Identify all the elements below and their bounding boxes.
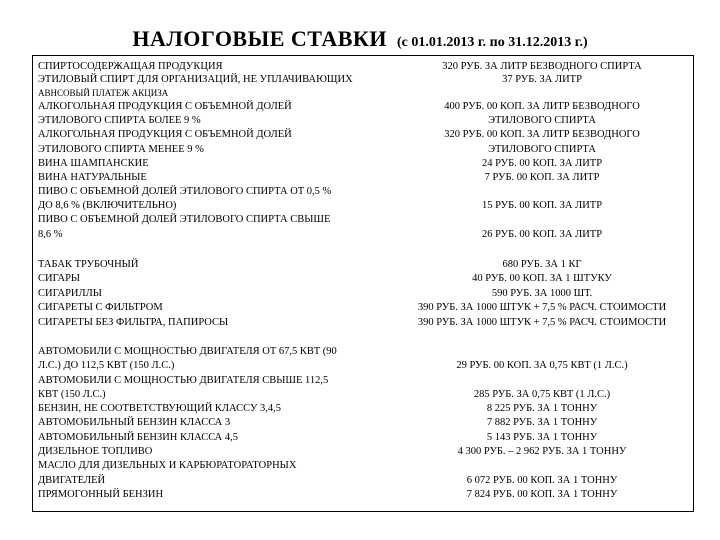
left-line: ПРЯМОГОННЫЙ БЕНЗИН [38,489,164,500]
rate-line: 7 882 РУБ. ЗА 1 ТОННУ [486,417,598,428]
left-line: АЛКОГОЛЬНАЯ ПРОДУКЦИЯ С ОБЪЕМНОЙ ДОЛЕЙ [38,101,292,112]
left-line: БЕНЗИН, НЕ СООТВЕТСТВУЮЩИЙ КЛАССУ 3,4,5 [38,403,282,414]
rate-line: 4 300 РУБ. – 2 962 РУБ. ЗА 1 ТОННУ [457,446,627,457]
title-main: НАЛОГОВЫЕ СТАВКИ [132,26,387,51]
left-line: АЛКОГОЛЬНАЯ ПРОДУКЦИЯ С ОБЪЕМНОЙ ДОЛЕЙ [38,129,292,140]
left-line: ПИВО С ОБЪЕМНОЙ ДОЛЕЙ ЭТИЛОВОГО СПИРТА ОТ 0,5 % [38,186,332,197]
rate-line: ЭТИЛОВОГО СПИРТА [488,144,596,155]
left-line: АВТОМОБИЛИ С МОЩНОСТЬЮ ДВИГАТЕЛЯ СВЫШЕ 112,5 [38,375,329,386]
rate-line: 390 РУБ. ЗА 1000 ШТУК + 7,5 % РАСЧ. СТОИМОСТИ [417,302,667,313]
left-line: ДВИГАТЕЛЕЙ [38,475,106,486]
rate-line: 5 143 РУБ. ЗА 1 ТОННУ [486,432,598,443]
left-line: ПИВО С ОБЪЕМНОЙ ДОЛЕЙ ЭТИЛОВОГО СПИРТА СВЫШЕ [38,214,331,225]
left-line: ТАБАК ТРУБОЧНЫЙ [38,259,139,270]
rate-line: 7 РУБ. 00 КОП. ЗА ЛИТР [484,172,600,183]
left-line: СИГАРЫ [38,273,81,284]
rate-line: 26 РУБ. 00 КОП. ЗА ЛИТР [481,229,603,240]
left-line: ЭТИЛОВОГО СПИРТА МЕНЕЕ 9 % [38,144,204,155]
rate-line: 7 824 РУБ. 00 КОП. ЗА 1 ТОННУ [466,489,618,500]
left-line: 8,6 % [38,229,63,240]
rate-line: 24 РУБ. 00 КОП. ЗА ЛИТР [481,158,603,169]
rate-line: 390 РУБ. ЗА 1000 ШТУК + 7,5 % РАСЧ. СТОИМОСТИ [417,317,667,328]
title-period: (с 01.01.2013 г. по 31.12.2013 г.) [396,35,588,50]
rate-line: 40 РУБ. 00 КОП. ЗА 1 ШТУКУ [472,273,612,284]
left-line: ЭТИЛОВЫЙ СПИРТ ДЛЯ ОРГАНИЗАЦИЙ, НЕ УПЛАЧИВАЮЩИХ [38,74,353,85]
rate-line: 6 072 РУБ. 00 КОП. ЗА 1 ТОННУ [466,475,618,486]
rate-line: 320 РУБ. ЗА ЛИТР БЕЗВОДНОГО СПИРТА [442,61,642,72]
rate-line: 320 РУБ. 00 КОП. ЗА ЛИТР БЕЗВОДНОГО [444,129,640,140]
rate-line: 37 РУБ. ЗА ЛИТР [502,74,582,85]
left-line: АВТОМОБИЛИ С МОЩНОСТЬЮ ДВИГАТЕЛЯ ОТ 67,5 КВТ (90 [38,346,337,357]
left-line: СИГАРЕТЫ БЕЗ ФИЛЬТРА, ПАПИРОСЫ [38,317,229,328]
left-line: СИГАРЕТЫ С ФИЛЬТРОМ [38,302,163,313]
left-line: ДИЗЕЛЬНОЕ ТОПЛИВО [38,446,153,457]
left-line: ВИНА НАТУРАЛЬНЫЕ [38,172,147,183]
left-line: ЭТИЛОВОГО СПИРТА БОЛЕЕ 9 % [38,115,201,126]
left-line: КВТ (150 Л.С.) [38,389,106,400]
rate-line: 400 РУБ. 00 КОП. ЗА ЛИТР БЕЗВОДНОГО [444,101,640,112]
rate-line: 8 225 РУБ. ЗА 1 ТОННУ [486,403,598,414]
rate-line: ЭТИЛОВОГО СПИРТА [488,115,596,126]
rate-line: 680 РУБ. ЗА 1 КГ [502,259,582,270]
left-line: СПИРТОСОДЕРЖАЩАЯ ПРОДУКЦИЯ [38,61,223,72]
left-line: АВТОМОБИЛЬНЫЙ БЕНЗИН КЛАССА 3 [38,417,231,428]
left-line: ДО 8,6 % (ВКЛЮЧИТЕЛЬНО) [38,200,177,211]
page-title [0,26,720,52]
rate-line: 285 РУБ. ЗА 0,75 КВТ (1 Л.С.) [473,389,611,400]
left-line: АВНСОВЫЙ ПЛАТЕЖ АКЦИЗА [38,88,169,98]
left-line: ВИНА ШАМПАНСКИЕ [38,158,149,169]
left-line: АВТОМОБИЛЬНЫЙ БЕНЗИН КЛАССА 4,5 [38,432,239,443]
left-line: МАСЛО ДЛЯ ДИЗЕЛЬНЫХ И КАРБЮРАТОРАТОРНЫХ [38,460,297,471]
left-line: СИГАРИЛЛЫ [38,288,102,299]
rate-line: 29 РУБ. 00 КОП. ЗА 0,75 КВТ (1 Л.С.) [456,360,628,371]
rate-line: 15 РУБ. 00 КОП. ЗА ЛИТР [481,200,603,211]
left-line: Л.С.) ДО 112,5 КВТ (150 Л.С.) [38,360,175,371]
rate-line: 590 РУБ. ЗА 1000 ШТ. [491,288,593,299]
